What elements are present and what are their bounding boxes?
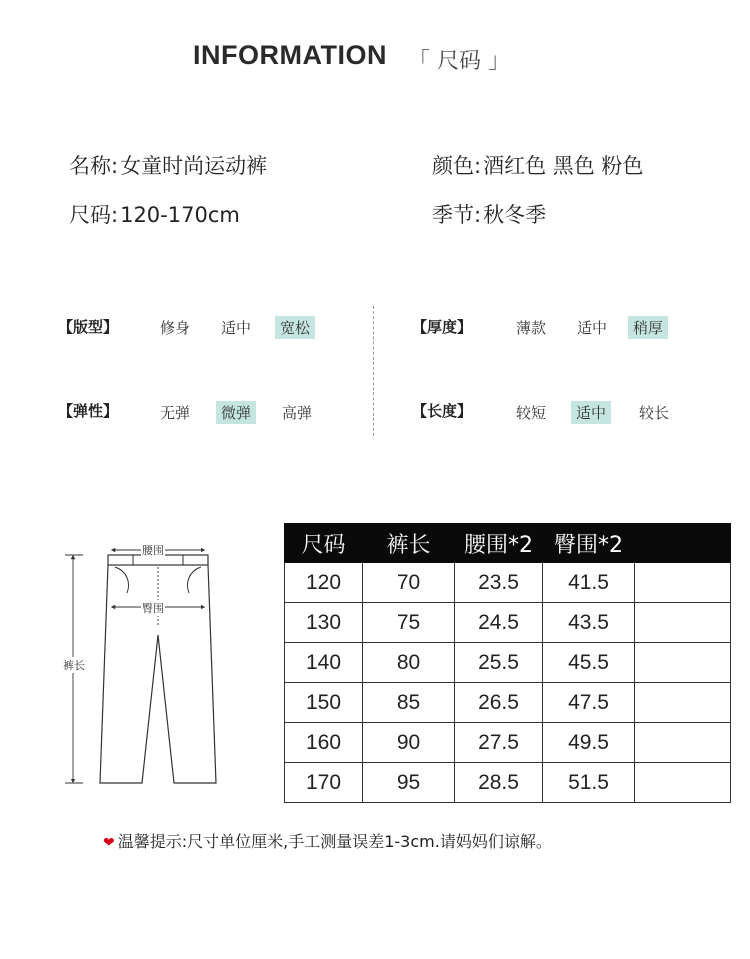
attr-thickness-label: 【厚度】 [412,318,473,336]
table-row [285,643,731,683]
table-cell: 24.5 [455,603,543,643]
table-cell: 28.5 [455,763,543,803]
info-size-label: 尺码: [69,203,119,227]
table-cell: 85 [363,683,455,723]
table-row [285,563,731,603]
table-cell: 95 [363,763,455,803]
col-header-size: 尺码 [285,524,363,563]
table-cell: 75 [363,603,455,643]
footer-note-text: 温馨提示:尺寸单位厘米,手工测量误差1-3cm.请妈妈们谅解。 [117,832,552,851]
footer-note [103,829,552,852]
info-name [69,150,267,180]
info-color-label: 颜色: [432,154,482,178]
table-row [285,723,731,763]
col-header-empty [635,524,731,563]
info-color [432,150,643,180]
page-title: INFORMATION [193,40,387,70]
info-color-value: 酒红色 黑色 粉色 [483,154,644,178]
table-cell: 41.5 [543,563,635,603]
attr-thickness-option: 适中 [577,319,608,337]
table-row [285,683,731,723]
table-cell: 49.5 [543,723,635,763]
page-subtitle: 「 尺码 」 [408,49,510,74]
table-cell: 51.5 [543,763,635,803]
attr-length-option: 较长 [639,404,670,422]
info-season [432,199,546,229]
attr-elastic-option: 高弹 [282,404,313,422]
table-cell: 80 [363,643,455,683]
attr-length-option: 较短 [516,404,547,422]
attr-length-label: 【长度】 [412,402,473,420]
heart-icon: ❤ [103,835,115,851]
attr-fit-option: 适中 [221,319,252,337]
table-cell: 43.5 [543,603,635,643]
table-row [285,603,731,643]
table-cell: 70 [363,563,455,603]
attr-length-option: 适中 [571,401,611,424]
col-header-length: 裤长 [363,524,455,563]
table-cell [635,763,731,803]
size-table-header-row [285,524,731,563]
table-cell: 90 [363,723,455,763]
size-table [284,523,731,803]
attr-fit-option: 修身 [160,319,191,337]
table-cell: 45.5 [543,643,635,683]
table-cell: 130 [285,603,363,643]
info-name-label: 名称: [69,154,119,178]
info-season-label: 季节: [432,203,482,227]
info-size [69,199,240,229]
table-cell: 23.5 [455,563,543,603]
attr-fit-option: 宽松 [275,316,315,339]
diagram-hip-label: 臀围 [142,602,164,615]
table-cell [635,563,731,603]
table-row [285,763,731,803]
attr-elastic-label: 【弹性】 [58,402,119,420]
attr-thickness-option: 稍厚 [628,316,668,339]
table-cell: 26.5 [455,683,543,723]
table-cell: 170 [285,763,363,803]
attr-elastic-option: 无弹 [160,404,191,422]
table-cell [635,723,731,763]
table-cell [635,603,731,643]
diagram-waist-label: 腰围 [142,544,164,557]
attr-divider [373,306,374,436]
col-header-waist: 腰围*2 [455,524,543,563]
info-size-value: 120-170cm [120,203,240,227]
table-cell: 27.5 [455,723,543,763]
col-header-hip: 臀围*2 [543,524,635,563]
table-cell [635,643,731,683]
attr-fit-label: 【版型】 [58,318,119,336]
table-cell [635,683,731,723]
info-name-value: 女童时尚运动裤 [120,154,268,178]
table-cell: 47.5 [543,683,635,723]
table-cell: 140 [285,643,363,683]
attr-elastic-option: 微弹 [216,401,256,424]
attr-thickness-option: 薄款 [516,319,547,337]
table-cell: 160 [285,723,363,763]
table-cell: 25.5 [455,643,543,683]
diagram-length-label: 裤长 [63,659,85,672]
info-season-value: 秋冬季 [483,203,547,227]
table-cell: 120 [285,563,363,603]
table-cell: 150 [285,683,363,723]
